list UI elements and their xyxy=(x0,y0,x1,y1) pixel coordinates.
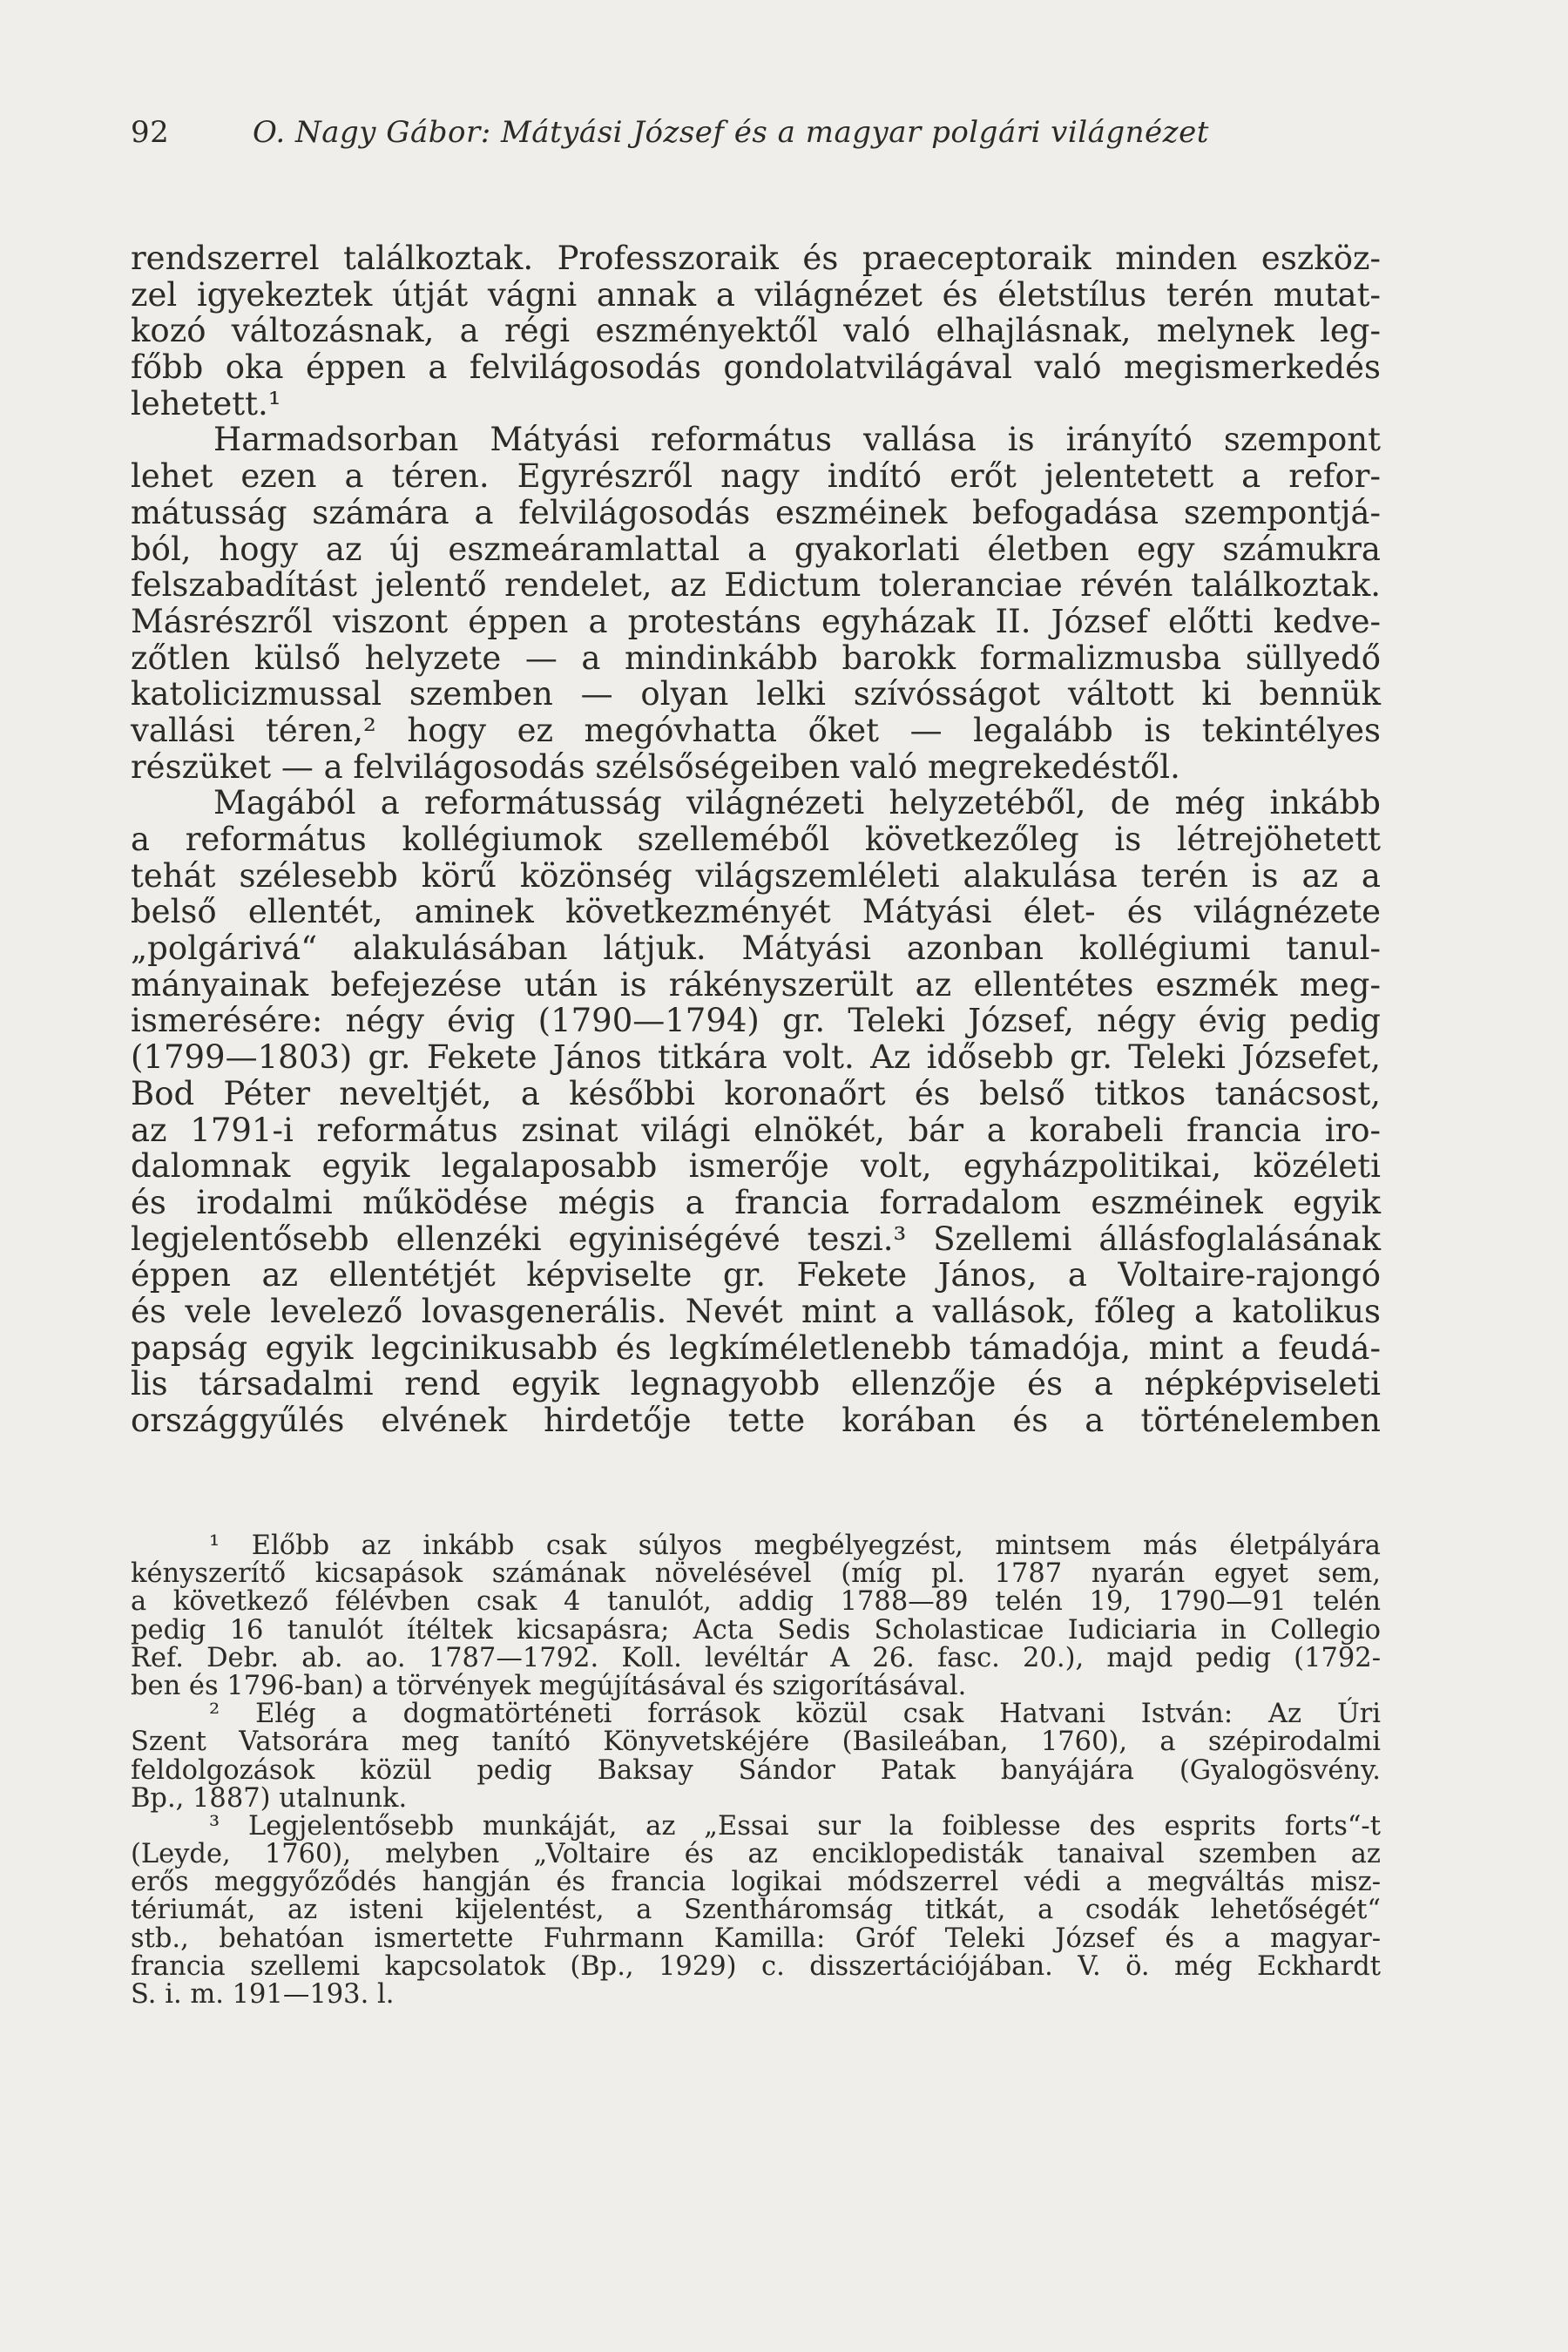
footnote-line: Szent Vatsorára meg tanító Könyvetskéjére (Basileában, 1760), a szépirodalmi xyxy=(131,1727,1381,1758)
body-line: dalomnak egyik legalaposabb ismerője volt, egyházpolitikai, közéleti xyxy=(131,1147,1381,1186)
footnote-line: (Leyde, 1760), melyben „Voltaire és az enciklopedisták tanaival szemben az xyxy=(131,1839,1381,1870)
body-line: lehet ezen a téren. Egyrészről nagy indító erőt jelentetett a refor- xyxy=(131,457,1381,496)
body-line: felszabadítást jelentő rendelet, az Edictum toleranciae révén találkoztak. xyxy=(131,566,1381,605)
body-line: kozó változásnak, a régi eszményektől való elhajlásnak, melynek leg- xyxy=(131,312,1381,350)
footnote-line: feldolgozások közül pedig Baksay Sándor Patak banyájára (Gyalogösvény. xyxy=(131,1754,1381,1786)
footnote-line: S. i. m. 191—193. l. xyxy=(131,1979,395,2010)
footnote-line: a következő félévben csak 4 tanulót, addig 1788—89 telén 19, 1790—91 telén xyxy=(131,1586,1381,1618)
body-line: belső ellentét, aminek következményét Mátyási élet- és világnézete xyxy=(131,893,1381,931)
body-line: rendszerrel találkoztak. Professzoraik és praeceptoraik minden eszköz- xyxy=(131,240,1381,277)
body-line: részüket — a felvilágosodás szélsőségeiben való megrekedéstől. xyxy=(131,747,1180,786)
body-line: mányainak befejezése után is rákényszerült az ellentétes eszmék meg- xyxy=(131,965,1381,1004)
body-line: és vele levelező lovasgenerális. Nevét mint a vallások, főleg a katolikus xyxy=(131,1292,1381,1330)
footnote-line: ³ Legjelentősebb munkáját, az „Essai sur la foiblesse des esprits forts“-t xyxy=(209,1810,1381,1842)
body-line: éppen az ellentétjét képviselte gr. Fekete János, a Voltaire-rajongó xyxy=(131,1256,1381,1294)
body-line: vallási téren,² hogy ez megóvhatta őket — legalább is tekintélyes xyxy=(131,711,1381,749)
body-line: és irodalmi működése mégis a francia forradalom eszméinek egyik xyxy=(131,1183,1381,1221)
running-title: O. Nagy Gábor: Mátyási József és a magyar polgári világnézet xyxy=(253,115,1209,150)
body-line: zel igyekeztek útját vágni annak a világnézet és életstílus terén mutat- xyxy=(131,275,1381,314)
body-line: Bod Péter neveltjét, a későbbi koronaőrt és belső titkos tanácsost, xyxy=(131,1074,1381,1112)
footnote-line: ² Elég a dogmatörténeti források közül csak Hatvani István: Az Úri xyxy=(209,1699,1381,1730)
body-line: a református kollégiumok szelleméből következőleg is létrejöhetett xyxy=(131,821,1381,858)
body-line: „polgárivá“ alakulásában látjuk. Mátyási azonban kollégiumi tanul- xyxy=(131,929,1381,968)
body-line: papság egyik legcinikusabb és legkíméletlenebb támadója, mint a feudá- xyxy=(131,1328,1381,1367)
body-line: Harmadsorban Mátyási református vallása is irányító szempont xyxy=(213,421,1381,459)
body-line: ból, hogy az új eszmeáramlattal a gyakorlati életben egy számukra xyxy=(131,530,1381,568)
body-line: ismerésére: négy évig (1790—1794) gr. Teleki József, négy évig pedig xyxy=(131,1002,1381,1040)
body-line: mátusság számára a felvilágosodás eszméinek befogadása szempontjá- xyxy=(131,493,1381,531)
body-line: legjelentősebb ellenzéki egyiniségévé teszi.³ Szellemi állásfoglalásának xyxy=(131,1220,1381,1258)
footnotes xyxy=(131,1532,1381,2009)
body-line: (1799—1803) gr. Fekete János titkára volt. Az idősebb gr. Teleki Józsefet, xyxy=(131,1038,1381,1077)
body-line: tehát szélesebb körű közönség világszemléleti alakulása terén is az a xyxy=(131,856,1381,895)
footnote-line: kényszerítő kicsapások számának növelésével (míg pl. 1787 nyarán egyet sem, xyxy=(131,1558,1381,1590)
body-line: katolicizmussal szemben — olyan lelki szívósságot váltott ki bennük xyxy=(131,675,1381,713)
body-line: zőtlen külső helyzete — a mindinkább barokk formalizmusba süllyedő xyxy=(131,639,1381,677)
page-number: 92 xyxy=(131,115,170,150)
body-line: lehetett.¹ xyxy=(131,384,281,422)
footnote-line: francia szellemi kapcsolatok (Bp., 1929) c. disszertációjában. V. ö. még Eckhardt xyxy=(131,1950,1381,1982)
body-line: országgyűlés elvének hirdetője tette korában és a történelemben xyxy=(131,1402,1381,1439)
body-line: Másrészről viszont éppen a protestáns egyházak II. József előtti kedve- xyxy=(131,602,1381,640)
body-line: főbb oka éppen a felvilágosodás gondolatvilágával való megismerkedés xyxy=(131,348,1381,387)
page-header xyxy=(131,115,1263,159)
footnote-line: tériumát, az isteni kijelentést, a Szentháromság titkát, a csodák lehetőségét“ xyxy=(131,1895,1381,1926)
footnote-line: erős meggyőződés hangján és francia logikai módszerrel védi a megváltás misz- xyxy=(131,1867,1381,1898)
body-line: Magából a reformátusság világnézeti helyzetéből, de még inkább xyxy=(213,784,1381,822)
body-text xyxy=(131,240,1381,1439)
body-line: az 1791-i református zsinat világi elnökét, bár a korabeli francia iro- xyxy=(131,1111,1381,1149)
footnote-line: ben és 1796-ban) a törvények megújításával és szigorításával. xyxy=(131,1670,967,1701)
footnote-line: pedig 16 tanulót ítéltek kicsapásra; Acta Sedis Scholasticae Iudiciaria in Collegio xyxy=(131,1614,1381,1646)
footnote-line: Ref. Debr. ab. ao. 1787—1792. Koll. levéltár A 26. fasc. 20.), majd pedig (1792- xyxy=(131,1642,1381,1673)
footnote-line: Bp., 1887) utalnunk. xyxy=(131,1782,408,1814)
footnote-line: ¹ Előbb az inkább csak súlyos megbélyegzést, mintsem más életpályára xyxy=(209,1531,1381,1561)
footnote-line: stb., behatóan ismertette Fuhrmann Kamilla: Gróf Teleki József és a magyar- xyxy=(131,1923,1381,1954)
body-line: lis társadalmi rend egyik legnagyobb ellenzője és a népképviseleti xyxy=(131,1365,1381,1403)
